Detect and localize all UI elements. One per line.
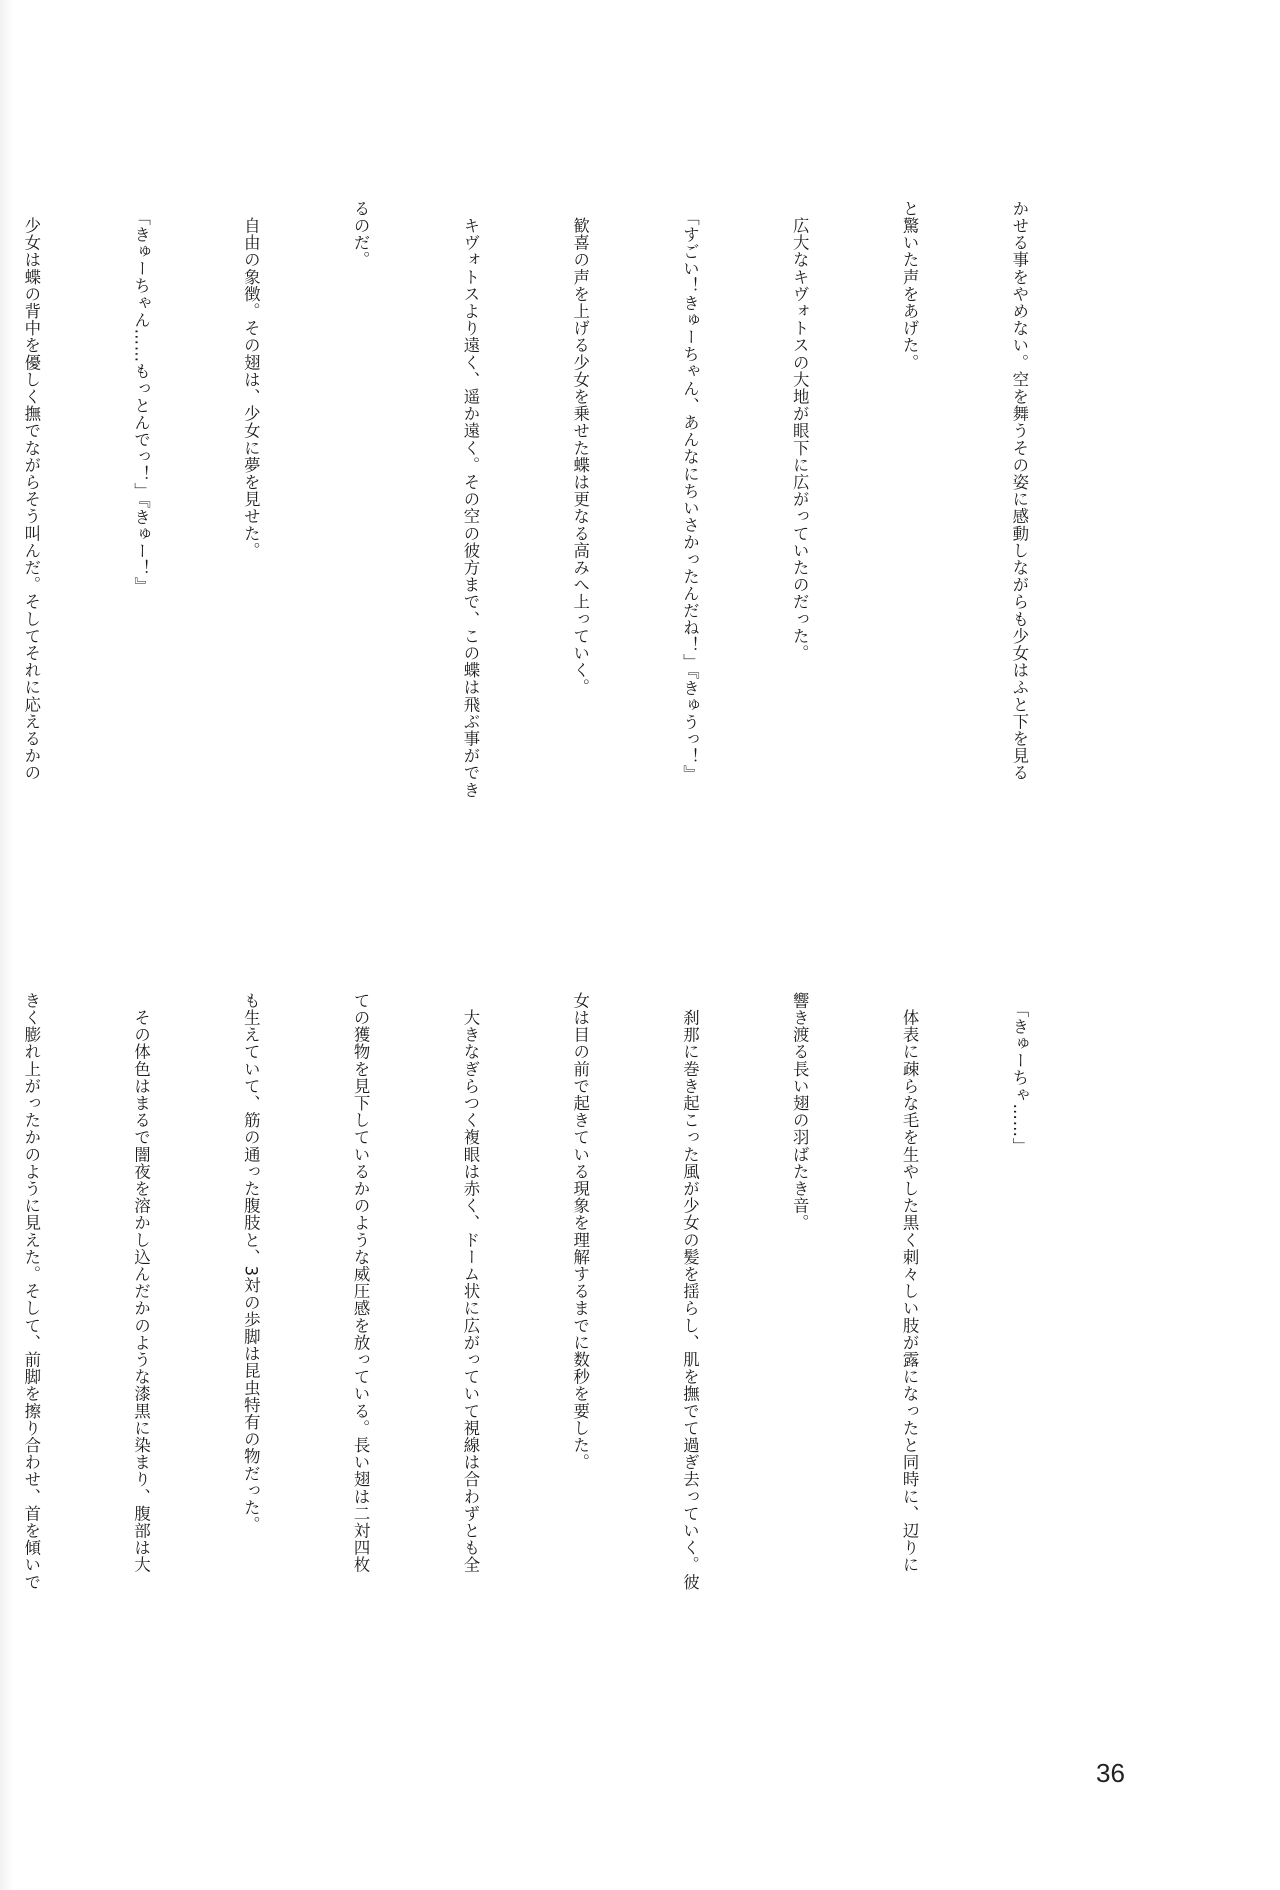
text-line: るのだ。 [351, 200, 371, 269]
text-line: 体表に疎らな毛を生やした黒く刺々しい肢が露になったと同時に、辺りに [900, 992, 920, 1574]
text-line: 「きゅーちゃん……もっとんでっ！」『きゅー！』 [131, 200, 151, 594]
text-line: 響き渡る長い翅の羽ばたき音。 [790, 992, 810, 1232]
upper-text-block [21, 200, 1110, 900]
page-number: 36 [1096, 1758, 1125, 1788]
text-line: 大きなぎらつく複眼は赤く、ドーム状に広がっていて視線は合わずとも全 [460, 992, 480, 1574]
text-line: 刹那に巻き起こった風が少女の髪を揺らし、肌を撫でて過ぎ去っていく。彼 [680, 992, 700, 1591]
text-line: その体色はまるで闇夜を溶かし込んだかのような漆黒に染まり、腹部は大 [131, 992, 151, 1574]
text-line: 広大なキヴォトスの大地が眼下に広がっていたのだった。 [790, 200, 810, 662]
text-line: 少女は蝶の背中を優しく撫でながらそう叫んだ。そしてそれに応えるかの [21, 200, 41, 782]
text-line: 歓喜の声を上げる少女を乗せた蝶は更なる高みへ上っていく。 [570, 200, 590, 696]
text-line: キヴォトスより遠く、遥か遠く。その空の彼方まで、この蝶は飛ぶ事ができ [460, 200, 480, 799]
lower-text-block [21, 992, 1110, 1692]
text-line: 女は目の前で起きている現象を理解するまでに数秒を要した。 [570, 992, 590, 1471]
text-line: 「きゅーちゃ……」 [1009, 992, 1029, 1155]
text-line: かせる事をやめない。空を舞うその姿に感動しながらも少女はふと下を見る [1009, 200, 1029, 782]
text-line: も生えていて、筋の通った腹肢と、3対の歩脚は昆虫特有の物だった。 [241, 992, 261, 1534]
text-line: きく膨れ上がったかのように見えた。そして、前脚を擦り合わせ、首を傾いで [21, 992, 41, 1591]
text-line: 自由の象徴。その翅は、少女に夢を見せた。 [241, 200, 261, 560]
text-line: 「すごい！きゅーちゃん、あんなにちいさかったんだね！」『きゅうっ！』 [680, 200, 700, 783]
text-line: と驚いた声をあげた。 [900, 200, 920, 371]
text-line: ての獲物を見下しているかのような威圧感を放っている。長い翅は二対四枚 [351, 992, 371, 1574]
